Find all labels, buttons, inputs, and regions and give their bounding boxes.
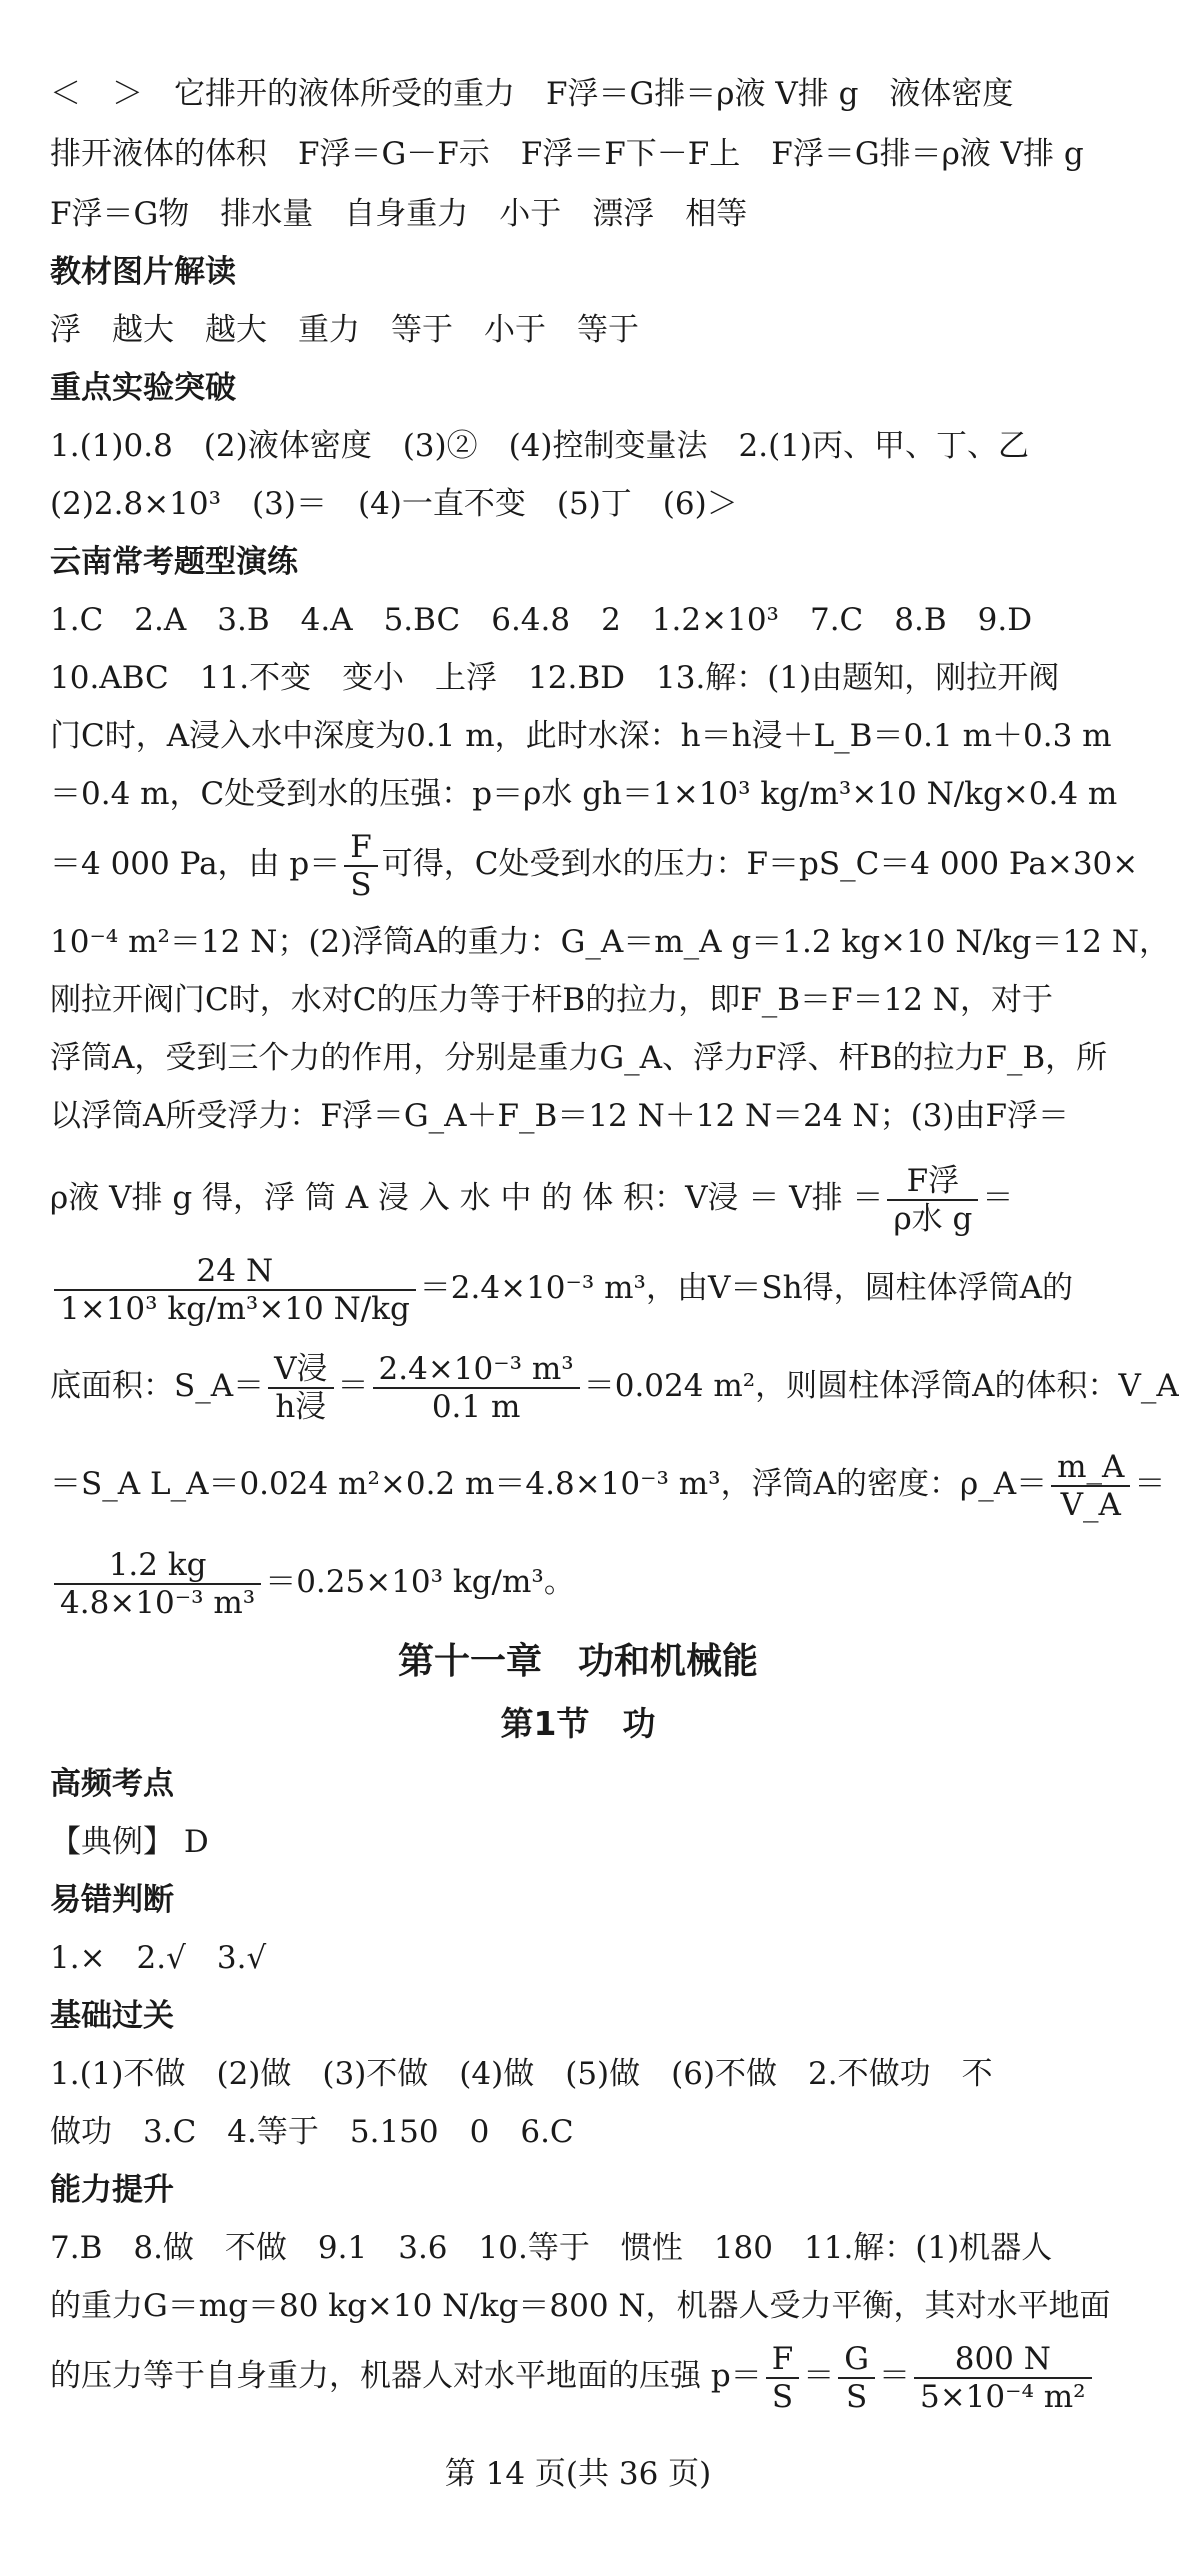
text-line: (2)2.8×10³ (3)＝ (4)一直不变 (5)丁 (6)＞ [50,486,738,522]
text-line: 刚拉开阀门C时，水对C的压力等于杆B的拉力，即F_B＝F＝12 N，对于 [50,982,1053,1018]
text-line: F浮＝G物 排水量 自身重力 小于 漂浮 相等 [50,196,748,232]
text-line: 10.ABC 11.不变 变小 上浮 12.BD 13.解：(1)由题知，刚拉开阀 [50,660,1060,696]
text-line: 做功 3.C 4.等于 5.150 0 6.C [50,2114,574,2150]
text-line: ＜ ＞ 它排开的液体所受的重力 F浮＝G排＝ρ液 V排 g 液体密度 [50,76,1014,112]
text-line: 1.(1)0.8 (2)液体密度 (3)② (4)控制变量法 2.(1)丙、甲、丁、乙 [50,428,1030,464]
text-line: 的重力G＝mg＝80 kg×10 N/kg＝800 N，机器人受力平衡，其对水平地面 [50,2288,1111,2324]
text-line: 【典例】 D [50,1824,209,1860]
fraction: $\frac{F}{S}$ [344,829,378,903]
heading-basic: 基础过关 [50,1998,174,2034]
fraction: $\frac{m\_A}{V\_A}$ [1051,1449,1130,1523]
text-line: 浮 越大 越大 重力 等于 小于 等于 [50,312,639,348]
fraction: $\frac{F}{S}$ [766,2341,800,2415]
text-line: 7.B 8.做 不做 9.1 3.6 10.等于 惯性 180 11.解：(1)机器人 [50,2230,1053,2266]
fraction: $\frac{1.2 kg}{\text{4.8×10⁻³ m³}}$ [54,1547,261,1621]
text-line: 以浮筒A所受浮力：F浮＝G_A＋F_B＝12 N＋12 N＝24 N；(3)由F浮＝ [50,1098,1070,1134]
heading-yunnan: 云南常考题型演练 [50,544,298,580]
formula-line: $\frac{24 N}{\text{1×10³ kg/m³×10 N/kg}}$ ＝2.4×10⁻³ m³，由V＝Sh得，圆柱体浮筒A的 [50,1250,1116,1327]
text-line: 门C时，A浸入水中深度为0.1 m，此时水深：h＝h浸＋L_B＝0.1 m＋0.3 m [50,718,1112,754]
text-line: 排开液体的体积 F浮＝G－F示 F浮＝F下－F上 F浮＝G排＝ρ液 V排 g [50,136,1084,172]
fraction: $\frac{G}{S}$ [838,2341,875,2415]
heading-frequent: 高频考点 [50,1766,174,1802]
heading-textbook: 教材图片解读 [50,254,236,290]
formula-line: $\frac{1.2 kg}{\text{4.8×10⁻³ m³}}$ ＝0.25×10³ kg/m³。 [50,1544,1116,1621]
text-line: 1.× 2.√ 3.√ [50,1940,267,1976]
formula-line: 底面积：S_A＝ $\frac{\text{V浸}}{\text{h浸}}$ ＝ $\frac{\text{2.4×10⁻³ m³}}{0.1 m}$ ＝0.024 m²，则圆柱体浮筒A的体积：V_A [50,1350,1179,1425]
fraction: $\frac{24 N}{\text{1×10³ kg/m³×10 N/kg}}$ [54,1253,416,1327]
text-line: 1.(1)不做 (2)做 (3)不做 (4)做 (5)做 (6)不做 2.不做功 不 [50,2056,993,2092]
fraction: $\frac{800 N}{\text{5×10⁻⁴ m²}}$ [914,2341,1092,2415]
formula-line: ＝4 000 Pa，由 p＝ $\frac{F}{S}$ 可得，C处受到水的压力：F＝pS_C＝4 000 Pa×30× [50,828,1139,903]
text-line: 1.C 2.A 3.B 4.A 5.BC 6.4.8 2 1.2×10³ 7.C 8.B 9.D [50,602,1033,638]
chapter-title: 第十一章 功和机械能 [397,1641,758,1682]
formula-line: 的压力等于自身重力，机器人对水平地面的压强 p＝ $\frac{F}{S}$ ＝ $\frac{G}{S}$ ＝ $\frac{800 N}{\text{5×10⁻⁴ m²}}$ [50,2338,1116,2415]
fraction: $\frac{\text{2.4×10⁻³ m³}}{0.1 m}$ [373,1351,580,1425]
formula-line: ＝S_A L_A＝0.024 m²×0.2 m＝4.8×10⁻³ m³，浮筒A的密度：ρ_A＝ $\frac{m\_A}{V\_A}$ ＝ [50,1448,1166,1523]
formula-line: ρ液 V排 g 得，浮 筒 A 浸 入 水 中 的 体 积：V浸 ＝ V排 ＝ $\frac{\text{F浮}}{\text{ρ水 g}}$ ＝ [50,1162,1014,1237]
text-line: 浮筒A，受到三个力的作用，分别是重力G_A、浮力F浮、杆B的拉力F_B，所 [50,1040,1108,1076]
heading-error: 易错判断 [50,1882,174,1918]
heading-experiment: 重点实验突破 [50,370,236,406]
fraction: $\frac{\text{V浸}}{\text{h浸}}$ [268,1351,333,1425]
text-line: ＝0.4 m，C处受到水的压强：p＝ρ水 gh＝1×10³ kg/m³×10 N/kg×0.4 m [50,776,1118,812]
text-line: 10⁻⁴ m²＝12 N；(2)浮筒A的重力：G_A＝m_A g＝1.2 kg×10 N/kg＝12 N， [50,924,1170,960]
page-footer: 第 14 页(共 36 页) [444,2456,712,2492]
heading-ability: 能力提升 [50,2172,174,2208]
section-title: 第1节 功 [500,1704,656,1743]
fraction: $\frac{\text{F浮}}{\text{ρ水 g}}$ [887,1163,978,1237]
